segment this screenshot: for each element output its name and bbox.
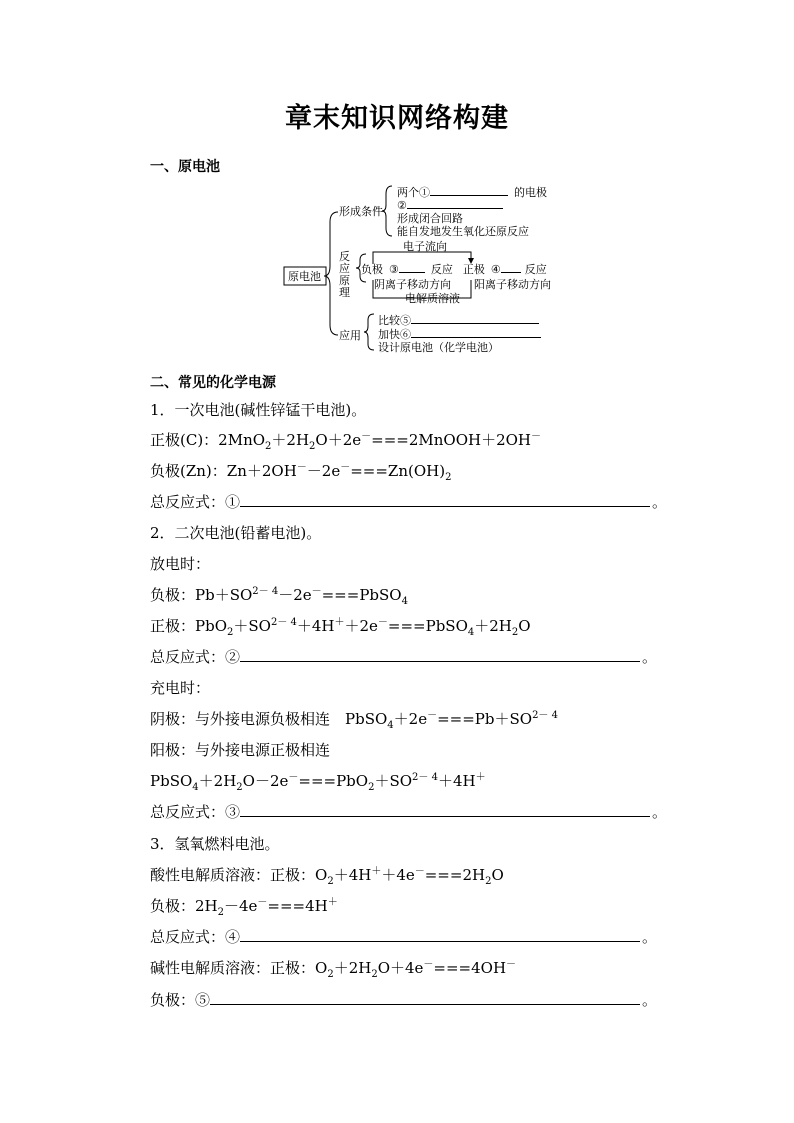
branch3-label: 应用	[339, 329, 361, 342]
page-title: 章末知识网络构建	[285, 103, 509, 134]
total-reaction-4: 总反应式：④ 。	[150, 928, 658, 946]
branch3-item3: 设计原电池（化学电池）	[378, 341, 499, 354]
anion-direction-label: 阴离子移动方向	[374, 278, 451, 291]
alkaline-positive-equation: 正极(C)：$2MnO_2+2H_2O+2e^-===2MnOOH+2OH^-$	[150, 431, 542, 452]
alkaline-fuel-positive-equation: 碱性电解质溶液：正极：$O_2+2H_2O+4e^-===4OH^-$	[150, 959, 517, 980]
reaction-row: 负极 ③ 反应 正极 ④ 反应	[361, 263, 547, 276]
branch2-label-char1: 反	[339, 250, 350, 263]
total-reaction-2: 总反应式：② 。	[150, 648, 658, 666]
primary-battery-heading: 1．一次电池(碱性锌锰干电池)。	[150, 401, 367, 419]
branch2-label-char4: 理	[339, 286, 350, 299]
total-reaction-1: 总反应式：① 。	[150, 493, 668, 511]
branch2-label-char3: 原	[339, 274, 350, 287]
charge-heading: 充电时：	[150, 679, 211, 697]
alkaline-fuel-negative-blank: 负极：⑤ 。	[150, 991, 658, 1009]
section-heading-chemical-sources: 二、常见的化学电源	[150, 375, 276, 391]
branch1-item4: 能自发地发生氧化还原反应	[397, 225, 529, 238]
section-heading-galvanic-cell: 一、原电池	[150, 159, 220, 175]
branch1-brace	[382, 186, 392, 236]
acidic-negative-equation: 负极：$2H_2-4e^-===4H^+$	[150, 897, 338, 918]
secondary-battery-heading: 2．二次电池(铅蓄电池)。	[150, 524, 322, 542]
branch3-item2: 加快⑥	[378, 327, 541, 341]
charge-cathode-equation: 阴极：与外接电源负极相连 $PbSO_4+2e^-===Pb+SO^{2- 4}$	[150, 710, 558, 731]
cation-direction-label: 阳离子移动方向	[474, 278, 551, 291]
diagram-root-label: 原电池	[288, 270, 321, 283]
branch1-item1: 两个① 的电极	[397, 186, 547, 199]
branch1-label: 形成条件	[339, 205, 383, 218]
electrolyte-label: 电解质溶液	[405, 292, 460, 305]
branch1-item2: ②	[397, 198, 503, 212]
branch1-item3: 形成闭合回路	[397, 212, 463, 225]
branch3-brace	[364, 314, 374, 350]
charge-anode-heading: 阳极：与外接电源正极相连	[150, 741, 331, 759]
fuel-cell-heading: 3．氢氧燃料电池。	[150, 835, 280, 853]
total-reaction-3: 总反应式：③ 。	[150, 803, 668, 821]
acidic-positive-equation: 酸性电解质溶液：正极：$O_2+4H^++4e^-===2H_2O$	[150, 866, 504, 887]
discharge-heading: 放电时：	[150, 555, 211, 573]
alkaline-negative-equation: 负极(Zn)：$Zn+2OH^--2e^-===Zn(OH)_2$	[150, 462, 452, 483]
discharge-negative-equation: 负极：$Pb+SO^{2- 4}-2e^-===PbSO_4$	[150, 586, 408, 607]
charge-anode-equation: $PbSO_4+2H_2O-2e^-===PbO_2+SO^{2- 4}+4H^+$	[150, 772, 486, 793]
branch2-label-char2: 应	[339, 262, 350, 275]
electron-flow-label: 电子流向	[403, 240, 447, 253]
branch3-item1: 比较⑤	[378, 313, 539, 327]
discharge-positive-equation: 正极：$PbO_2+SO^{2- 4}+4H^++2e^-===PbSO_4+2H_2O$	[150, 617, 531, 638]
